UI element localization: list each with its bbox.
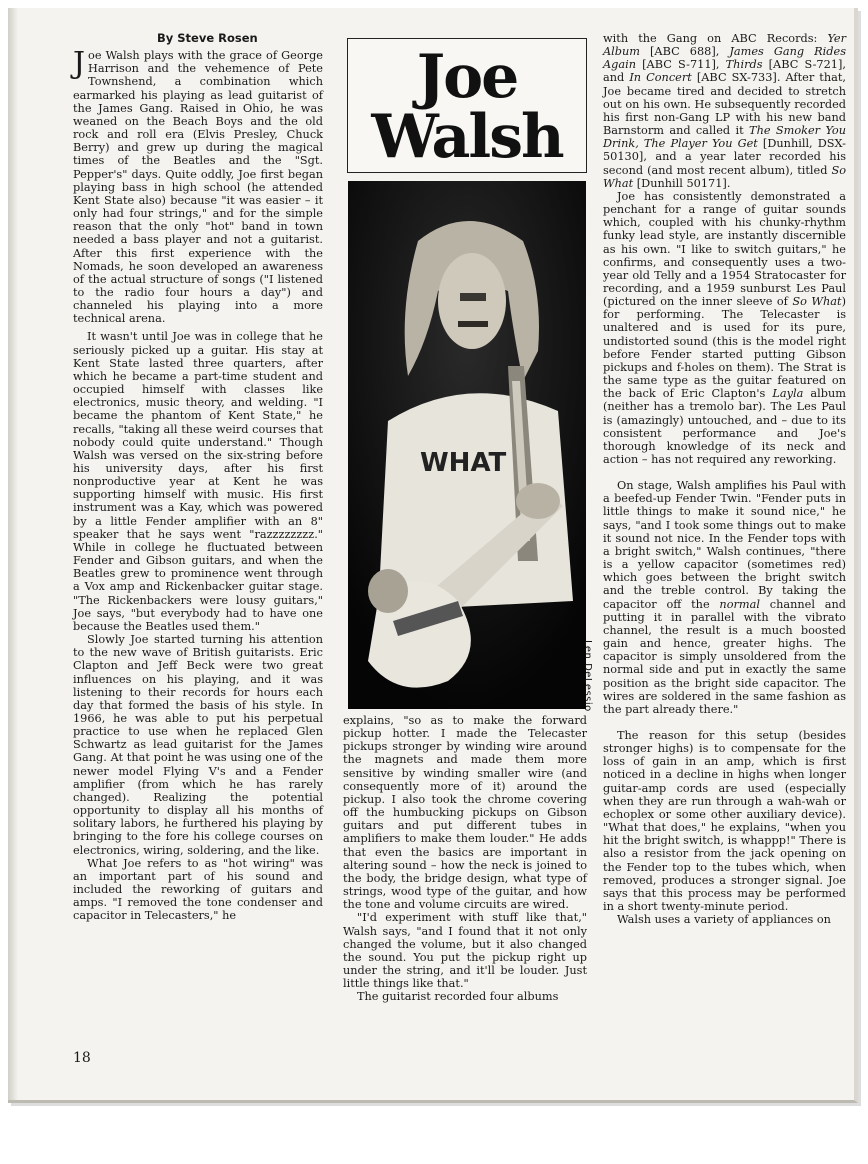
paragraph: Walsh uses a variety of appliances on: [617, 913, 831, 927]
joe-walsh-photo: [348, 181, 586, 709]
article-column-2: [343, 714, 587, 1003]
page-gutter-shadow: [8, 8, 18, 1100]
paragraph: Slowly Joe started turning his attention to the new wave of British guitarists. Eric Clapton and Jeff Beck were two great influences on his playing, and it was listening to their records for hours each day that formed the basis of his style. In 1966, he was able to put his perpetual practice to use when he replaced Glen Schwartz as lead guitarist for the James Gang. At that point he was using one of the newer model Flying V's and a Fender amplifier (from which he has rarely changed). Realizing the potential opportunity to display all his months of solitary labors, he furthered his playing by bringing to the fore his college courses on electronics, wiring, soldering, and the like.: [73, 633, 323, 857]
photo-credit: Len DeLessio: [582, 640, 593, 712]
paragraph: explains, "so as to make the forward pickup hotter. I made the Telecaster pickups stronger by winding wire around the magnets and made them more sensitive by winding smaller wire (and consequently more of it) around the pickup. I also took the chrome covering off the humbucking pickups on Gibson guitars and put different tubes in amplifiers to make them louder." He adds that even the basics are important in altering sound – how the neck is joined to the body, the bridge design, what type of strings, wood type of the guitar, and how the tone and volume circuits are wired.: [343, 714, 587, 912]
title-line-2: Walsh: [371, 102, 563, 172]
paragraph: with the Gang on ABC Records: Yer Album [ABC 688], James Gang Rides Again [ABC S-711], Thirds [ABC S-721], and In Concert [ABC SX-733]. After that, Joe became tired and decided to stretch out on his own. He subsequently recorded his first non-Gang LP with his new band Barnstorm and called it The Smoker You Drink, The Player You Get [Dunhill, DSX-50130], and a year later recorded his second (and most recent album), titled So What [Dunhill 50171].: [603, 32, 846, 190]
paragraph: [73, 46, 323, 326]
article-title-box: [347, 38, 587, 173]
byline: By Steve Rosen: [157, 31, 258, 45]
photo-illustration: [348, 181, 586, 709]
shirt-text: WHAT: [420, 448, 507, 478]
paragraph: What Joe refers to as "hot wiring" was an important part of his sound and included the reworking of guitars and amps. "I removed the tone condenser and capacitor in Telecasters," he: [73, 856, 323, 923]
paragraph-text: oe Walsh plays with the grace of George Harrison and the vehemence of Pete Townshend, a combination which earmarked his playing as lead guitarist of the James Gang. Raised in Ohio, he was weaned on the Beach Boys and the old rock and roll era (Elvis Presley, Chuck Berry) and grew up during the magical times of the Beatles and the "Sgt. Pepper's" days. Quite oddly, Joe first began playing bass in high school (he attended Kent State also) because "it was easier – it only had four strings," and for the simple reason that the only "hot" band in town needed a bass player and not a guitarist. After this first experience with the Nomads, he soon developed an awareness of the actual structure of songs ("I listened to the radio four hours a day") and channeled his playing into a more technical arena.: [73, 49, 323, 326]
paragraph: Joe has consistently demonstrated a penchant for a range of guitar sounds which, coupled with his chunky-rhythm funky lead style, are instantly discernible as his own. "I like to switch guitars," he confirms, and consequently uses a two-year old Telly and a 1954 Stratocaster for recording, and a 1959 sunburst Les Paul (pictured on the inner sleeve of So What) for performing. The Telecaster is unaltered and is used for its pure, undistorted sound (this is the model right before Fender started putting Gibson pickups and f-holes on them). The Strat is the same type as the guitar featured on the back of Eric Clapton's Layla album (neither has a tremolo bar). The Les Paul is (amazingly) untouched, and – due to its consistent performance and Joe's thorough knowledge of its neck and action – has not required any reworking.: [603, 189, 846, 466]
paragraph: It wasn't until Joe was in college that he seriously picked up a guitar. His stay at Kent State lasted three quarters, after which he became a part-time student and occupied himself with classes like electronics, music theory, and welding. "I became the phantom of Kent State," he recalls, "taking all these weird courses that nobody could quite understand." Though Walsh was versed on the six-string before his university days, after his first nonproductive year at Kent he was supporting himself with music. His first instrument was a Kay, which was powered by a little Fender amplifier with an 8" speaker that he says went "razzzzzzzz." While in college he fluctuated between Fender and Gibson guitars, and when the Beatles grew to prominence went through a Vox amp and Rickenbacker guitar stage. "The Rickenbackers were lousy guitars," Joe says, "but everybody had to have one because the Beatles used them.": [73, 330, 323, 633]
title-line-1: Joe: [416, 42, 518, 112]
paragraph: "I'd experiment with stuff like that," Walsh says, "and I found that it not only changed the volume, but it also changed the sound. You put the pickup right up under the string, and it'll be louder. Just little things like that.": [343, 911, 587, 991]
page-number: 18: [73, 1050, 91, 1066]
article-column-3: [603, 32, 846, 926]
drop-cap: J: [73, 46, 86, 82]
paragraph: The reason for this setup (besides stronger highs) is to compensate for the loss of gain in an amp, which is first noticed in a decline in highs when longer guitar-amp cords are used (especially when they are run through a wah-wah or echoplex or some other auxiliary device). "What that does," he explains, "when you hit the bright switch, is whappp!" There is also a resistor from the jack opening on the Fender top to the tubes which, when removed, produces a stronger signal. Joe says that this process may be performed in a short twenty-minute period.: [603, 728, 846, 913]
paragraph: On stage, Walsh amplifies his Paul with a beefed-up Fender Twin. "Fender puts in little things to make it sound nice," he says, "and I took some things out to make it sound not nice. In the Fender tops with a bright switch," Walsh continues, "there is a yellow capacitor (sometimes red) which goes between the bright switch and the treble control. By taking the capacitor off the normal channel and putting it in parallel with the vibrato channel, the result is a much boosted gain and hence, greater highs. The capacitor is simply unsoldered from the normal side and put in exactly the same position as the bright side capacitor. The wires are soldered in the same fashion as the part already there.": [603, 479, 846, 716]
article-column-1: [73, 32, 323, 922]
paragraph: The guitarist recorded four albums: [357, 990, 559, 1004]
